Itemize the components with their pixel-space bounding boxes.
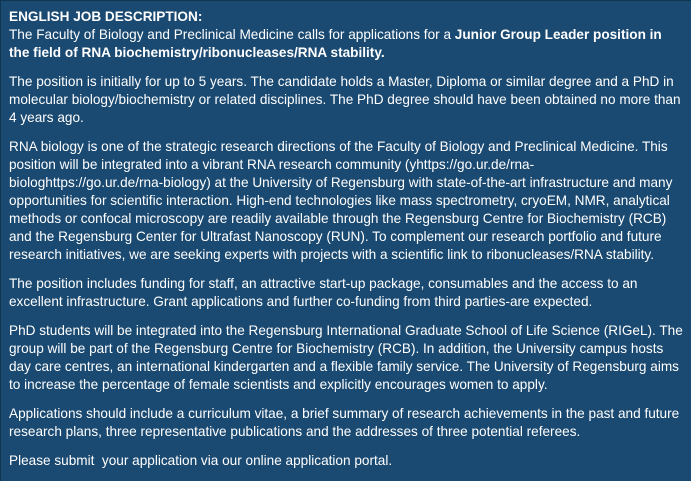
paragraph-application-contents: Applications should include a curriculum vitae, a brief summary of research achievements in the past and future research plans, three representative publications and the addresses of three potential referees. xyxy=(9,406,683,439)
paragraph-position-duration: The position is initially for up to 5 years. The candidate holds a Master, Diploma or similar degree and a PhD in molecular biology/biochemistry or related disciplines. The PhD degree should have been obtained no more than 4 years ago. xyxy=(9,74,685,125)
paragraph-phd-students: PhD students will be integrated into the Regensburg International Graduate School of Life Science (RIGeL). The group will be part of the Regensburg Centre for Biochemistry (RCB). In addition, the University campus hosts day care centres, an international kindergarten and a flexible family service. The University of Regensburg aims to increase the percentage of female scientists and explicitly encourages women to apply. xyxy=(9,323,687,392)
job-description-heading: ENGLISH JOB DESCRIPTION: xyxy=(9,9,203,24)
paragraph-rna-biology-research: RNA biology is one of the strategic research directions of the Faculty of Biology and Preclinical Medicine. This position will be integrated into a vibrant RNA research community (yhttps://go.ur.de/rna-biologhttps://go.ur.de/rna-biology) at the University of Regensburg with state-of-the-art infrastructure and many opportunities for scientific interaction. High-end technologies like mass spectrometry, cryoEM, NMR, analytical methods or confocal microscopy are readily available through the Regensburg Centre for Biochemistry (RCB) and the Regensburg Center for Ultrafast Nanoscopy (RUN). To complement our research portfolio and future research initiatives, we are seeking experts with projects with a scientific link to ribonucleases/RNA stability. xyxy=(9,139,677,262)
paragraph-submission: Please submit your application via our online application portal. xyxy=(9,453,393,468)
paragraph-funding: The position includes funding for staff, an attractive start-up package, consumables and the access to an excellent infrastructure. Grant applications and further co-funding from third parties-are expected. xyxy=(9,276,642,309)
intro-text: The Faculty of Biology and Preclinical Medicine calls for applications for a xyxy=(9,27,455,42)
position-title-bold-text: Junior Group Leader position in the field of RNA biochemistry/ribonucleases/RNA stability. xyxy=(9,27,666,60)
intro-paragraph xyxy=(9,8,683,62)
